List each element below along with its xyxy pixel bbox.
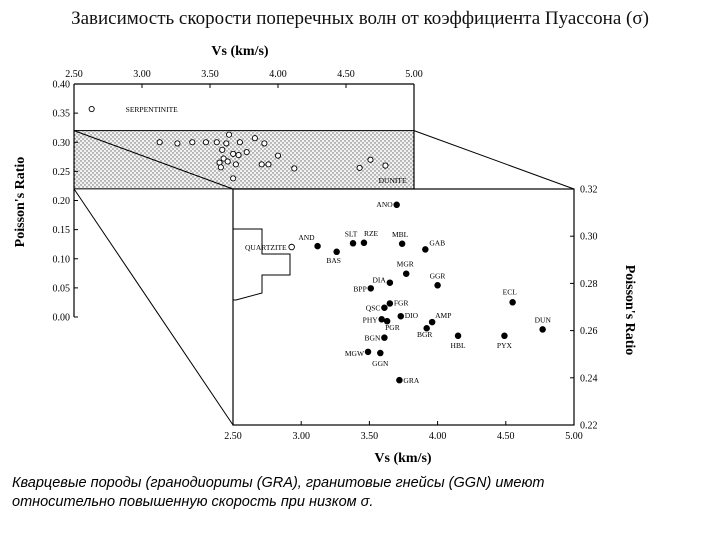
lower-data-point xyxy=(315,243,321,249)
lower-y-axis-label: Poisson's Ratio xyxy=(622,264,637,356)
lower-y-tick-label: 0.26 xyxy=(580,326,598,338)
upper-data-point xyxy=(292,166,297,171)
lower-y-tick-label: 0.32 xyxy=(580,184,598,196)
lower-data-point xyxy=(397,377,403,383)
lower-data-point xyxy=(510,299,516,305)
lower-point-label: MGW xyxy=(344,348,365,358)
caption-line-1: Кварцевые породы (гранодиориты (GRA), гранитовые гнейсы (GGN) имеют xyxy=(12,475,545,491)
lower-point-label: MGR xyxy=(396,259,414,269)
lower-data-point xyxy=(382,335,388,341)
lower-data-point xyxy=(378,350,384,356)
upper-data-point xyxy=(226,132,231,137)
upper-data-point xyxy=(237,140,242,145)
caption xyxy=(12,474,712,512)
lower-data-point xyxy=(399,241,405,247)
upper-data-point xyxy=(224,141,229,146)
lower-data-point xyxy=(502,333,508,339)
lower-x-tick-label: 2.50 xyxy=(224,431,242,442)
slide-title: Зависимость скорости поперечных волн от коэффициента Пуассона (σ) xyxy=(71,8,649,29)
upper-data-point xyxy=(157,140,162,145)
lower-point-label: RZE xyxy=(363,228,379,238)
lower-point-label: DIO xyxy=(404,311,419,321)
lower-data-point xyxy=(403,271,409,277)
lower-point-label: PYX xyxy=(496,340,512,350)
upper-data-point xyxy=(231,176,236,181)
upper-x-tick-label: 3.00 xyxy=(133,69,151,80)
connector-bottom-left xyxy=(74,189,233,425)
lower-point-label: SLT xyxy=(344,229,358,239)
lower-point-label: ECL xyxy=(502,287,517,297)
lower-data-point xyxy=(398,313,404,319)
upper-data-point xyxy=(175,141,180,146)
upper-data-point xyxy=(214,140,219,145)
upper-data-point xyxy=(244,150,249,155)
upper-x-tick-label: 3.50 xyxy=(201,69,219,80)
upper-data-point xyxy=(368,157,373,162)
lower-data-point xyxy=(382,305,388,311)
upper-data-point xyxy=(383,163,388,168)
upper-data-point xyxy=(266,162,271,167)
upper-data-point xyxy=(357,165,362,170)
lower-point-label: QSC xyxy=(365,303,381,313)
lower-y-tick-label: 0.28 xyxy=(580,278,598,290)
lower-point-label: PHY xyxy=(362,315,378,325)
lower-point-label: BGN xyxy=(364,333,381,343)
lower-data-point xyxy=(423,247,429,253)
lower-x-tick-label: 4.50 xyxy=(497,431,515,442)
lower-x-axis-label: Vs (km/s) xyxy=(374,451,432,466)
upper-y-tick-label: 0.00 xyxy=(52,312,70,324)
upper-data-point xyxy=(220,147,225,152)
upper-y-axis-label: Poisson's Ratio xyxy=(13,156,28,248)
upper-point-label: SERPENTINITE xyxy=(125,105,178,115)
upper-x-tick-label: 4.00 xyxy=(269,69,287,80)
lower-point-label: GAB xyxy=(429,238,446,248)
upper-y-tick-label: 0.25 xyxy=(52,166,70,178)
lower-data-point xyxy=(540,327,546,333)
lower-point-label: BGR xyxy=(416,330,433,340)
lower-data-point xyxy=(350,240,356,246)
upper-x-tick-label: 2.50 xyxy=(65,69,83,80)
upper-data-point xyxy=(262,141,267,146)
upper-x-tick-label: 5.00 xyxy=(405,69,423,80)
caption-line-2: относительно повышенную скорость при низком σ. xyxy=(12,494,374,510)
lower-point-label: AMP xyxy=(435,311,452,321)
lower-data-point xyxy=(365,349,371,355)
lower-data-point xyxy=(394,202,400,208)
lower-point-label: HBL xyxy=(450,340,466,350)
lower-point-label: DUN xyxy=(534,315,551,325)
lower-point-label: DIA xyxy=(372,275,386,285)
upper-data-point xyxy=(225,159,230,164)
upper-data-point xyxy=(275,153,280,158)
upper-y-tick-label: 0.05 xyxy=(52,283,70,295)
upper-data-point xyxy=(236,152,241,157)
lower-data-point xyxy=(435,282,441,288)
lower-point-label: QUARTZITE xyxy=(245,243,287,253)
lower-point-label: PGR xyxy=(385,323,400,333)
lower-data-point xyxy=(361,240,367,246)
lower-point-label: AND xyxy=(298,233,315,243)
upper-x-axis-label: Vs (km/s) xyxy=(211,44,269,59)
upper-y-tick-label: 0.15 xyxy=(52,225,70,237)
lower-point-label: FGR xyxy=(393,298,409,308)
lower-data-point xyxy=(334,249,340,255)
lower-point-label: BAS xyxy=(326,255,341,265)
lower-point-label: GRA xyxy=(403,376,420,386)
upper-x-tick-label: 4.50 xyxy=(337,69,355,80)
lower-y-tick-label: 0.24 xyxy=(580,373,598,385)
lower-panel xyxy=(224,185,597,443)
upper-data-point xyxy=(252,136,257,141)
connector-top-right xyxy=(414,131,574,189)
upper-data-point xyxy=(203,140,208,145)
upper-y-tick-label: 0.35 xyxy=(52,108,70,120)
upper-data-point xyxy=(259,162,264,167)
lower-point-label: GGN xyxy=(372,359,389,369)
lower-data-point xyxy=(455,333,461,339)
lower-point-label: BPP xyxy=(353,284,367,294)
lower-data-point xyxy=(387,301,393,307)
lower-point-label: MBL xyxy=(392,229,409,239)
lower-data-point xyxy=(387,280,393,286)
lower-point-label: ANO xyxy=(376,199,393,209)
lower-data-point xyxy=(429,319,435,325)
lower-x-tick-label: 3.00 xyxy=(292,431,310,442)
upper-y-tick-label: 0.30 xyxy=(52,137,70,149)
upper-y-tick-label: 0.10 xyxy=(52,254,70,266)
upper-data-point xyxy=(233,162,238,167)
lower-point-label: GGR xyxy=(429,271,446,281)
upper-data-point xyxy=(190,140,195,145)
upper-data-point xyxy=(218,165,223,170)
lower-y-tick-label: 0.30 xyxy=(580,231,598,243)
lower-data-point xyxy=(379,316,385,322)
upper-data-point xyxy=(231,151,236,156)
lower-x-tick-label: 3.50 xyxy=(360,431,379,442)
shaded-band xyxy=(74,131,414,189)
upper-data-point xyxy=(89,106,94,111)
upper-point-label: DUNITE xyxy=(378,176,407,186)
lower-x-tick-label: 5.00 xyxy=(565,431,583,442)
lower-x-tick-label: 4.00 xyxy=(428,431,447,442)
lower-data-point xyxy=(289,244,295,250)
upper-y-tick-label: 0.20 xyxy=(52,196,70,207)
lower-y-tick-label: 0.22 xyxy=(580,420,598,432)
lower-data-point xyxy=(368,286,374,292)
upper-y-tick-label: 0.40 xyxy=(52,79,70,91)
